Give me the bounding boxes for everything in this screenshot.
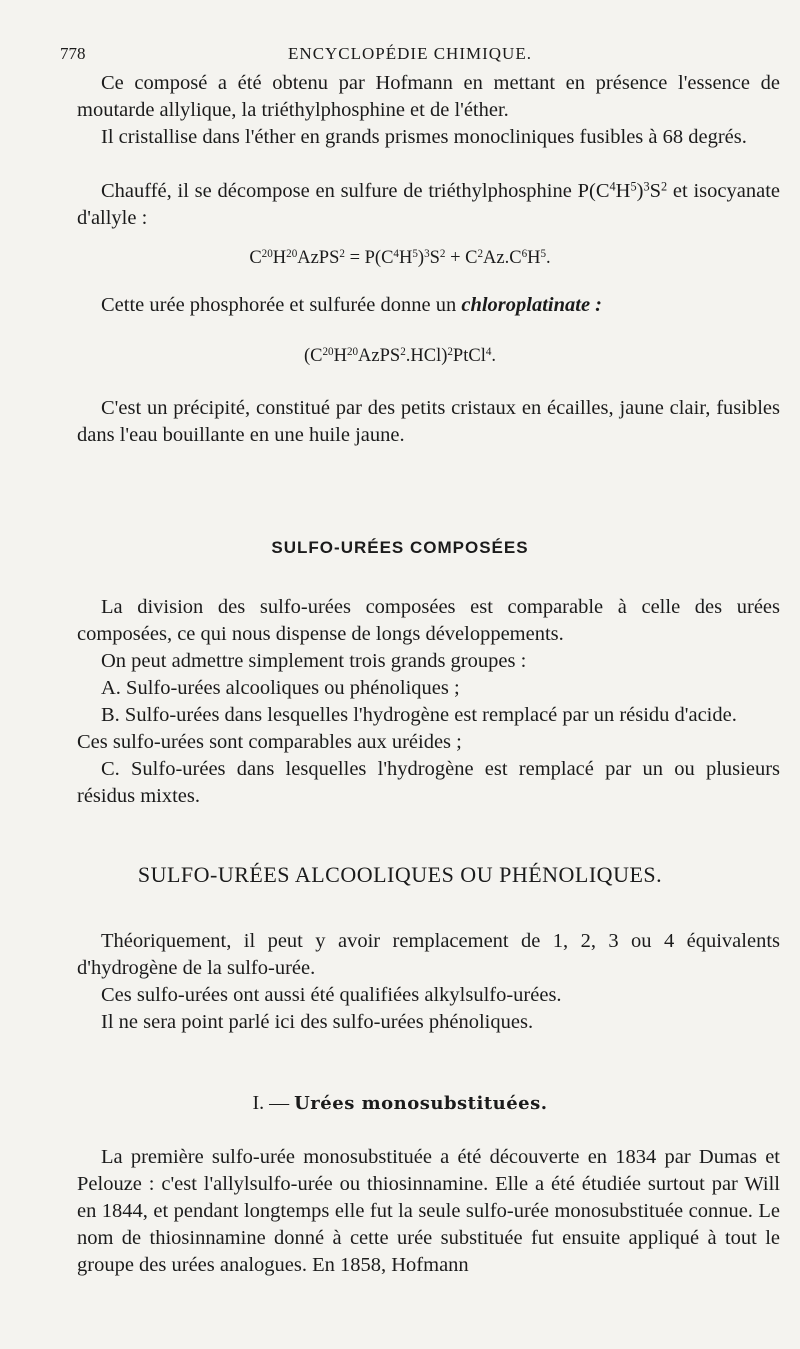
- paragraph-precipitate: C'est un précipité, constitué par des petits cristaux en écailles, jaune clair, fusibles dans l'eau bouillante en une huile jaune.: [77, 397, 780, 446]
- list-item-b: B. Sulfo-urées dans lesquelles l'hydrogène est remplacé par un résidu d'acide.: [101, 704, 737, 726]
- paragraph-three-groups: On peut admettre simplement trois grands groupes :: [101, 650, 527, 672]
- list-item-b-continuation: Ces sulfo-urées sont comparables aux uréides ;: [77, 731, 462, 753]
- paragraph-crystallization: Il cristallise dans l'éther en grands prismes monocliniques fusibles à 68 degrés.: [101, 126, 747, 148]
- paragraph-replacement: Théoriquement, il peut y avoir remplacement de 1, 2, 3 ou 4 équivalents d'hydrogène de la sulfo-urée.: [77, 930, 780, 979]
- paragraph-decomposition: Chauffé, il se décompose en sulfure de triéthylphosphine $P(C^4H^5)^3S^2$ et isocyanate d'allyle :: [77, 179, 780, 229]
- formula-chloroplatinate: $(C^{20}H^{20}AzPS^2.HCl)^2PtCl^4$.: [303, 345, 497, 366]
- section-heading-alcoholic-phenolic: SULFO-URÉES ALCOOLIQUES OU PHÉNOLIQUES.: [137, 862, 663, 887]
- page-number: 778: [60, 44, 86, 63]
- paragraph-chloroplatinate: Cette urée phosphorée et sulfurée donne un chloroplatinate :: [101, 294, 603, 316]
- subsection-heading-monosubstituted: I. — Urées monosubstituées.: [252, 1092, 548, 1114]
- list-item-a: A. Sulfo-urées alcooliques ou phénoliques ;: [101, 677, 460, 699]
- paragraph-division: La division des sulfo-urées composées est comparable à celle des urées composées, ce qui nous dispense de longs développements.: [77, 596, 780, 645]
- paragraph-first-sulfo-urea: La première sulfo-urée monosubstituée a été découverte en 1834 par Dumas et Pelouze : c'est l'allylsulfo-urée ou thiosinnamine. Elle a été étudiée surtout par Will en 1844, et pendant longtemps elle fut la seule sulfo-urée monosubstituée connue. Le nom de thiosinnamine donné à cette urée substituée fut ensuite appliqué à tout le groupe des urées analogues. En 1858, Hofmann: [77, 1146, 780, 1276]
- running-header: [60, 44, 760, 68]
- paragraph-hofmann-composition: Ce composé a été obtenu par Hofmann en mettant en présence l'essence de moutarde allylique, la triéthylphosphine et de l'éther.: [77, 72, 780, 121]
- formula-decomposition: $C^{20}H^{20}AzPS^2 = P(C^4H^5)^3S^2 + C^2Az.C^6H^5$.: [249, 247, 551, 268]
- running-title: ENCYCLOPÉDIE CHIMIQUE.: [288, 44, 532, 63]
- list-item-c: C. Sulfo-urées dans lesquelles l'hydrogène est remplacé par un ou plusieurs résidus mixtes.: [77, 758, 780, 807]
- section-heading-compound-sulfo-ureas: SULFO-URÉES COMPOSÉES: [271, 538, 529, 557]
- paragraph-alkylsulfo-ureas: Ces sulfo-urées ont aussi été qualifiées alkylsulfo-urées.: [101, 984, 562, 1006]
- paragraph-phenolic-excluded: Il ne sera point parlé ici des sulfo-urées phénoliques.: [101, 1011, 534, 1033]
